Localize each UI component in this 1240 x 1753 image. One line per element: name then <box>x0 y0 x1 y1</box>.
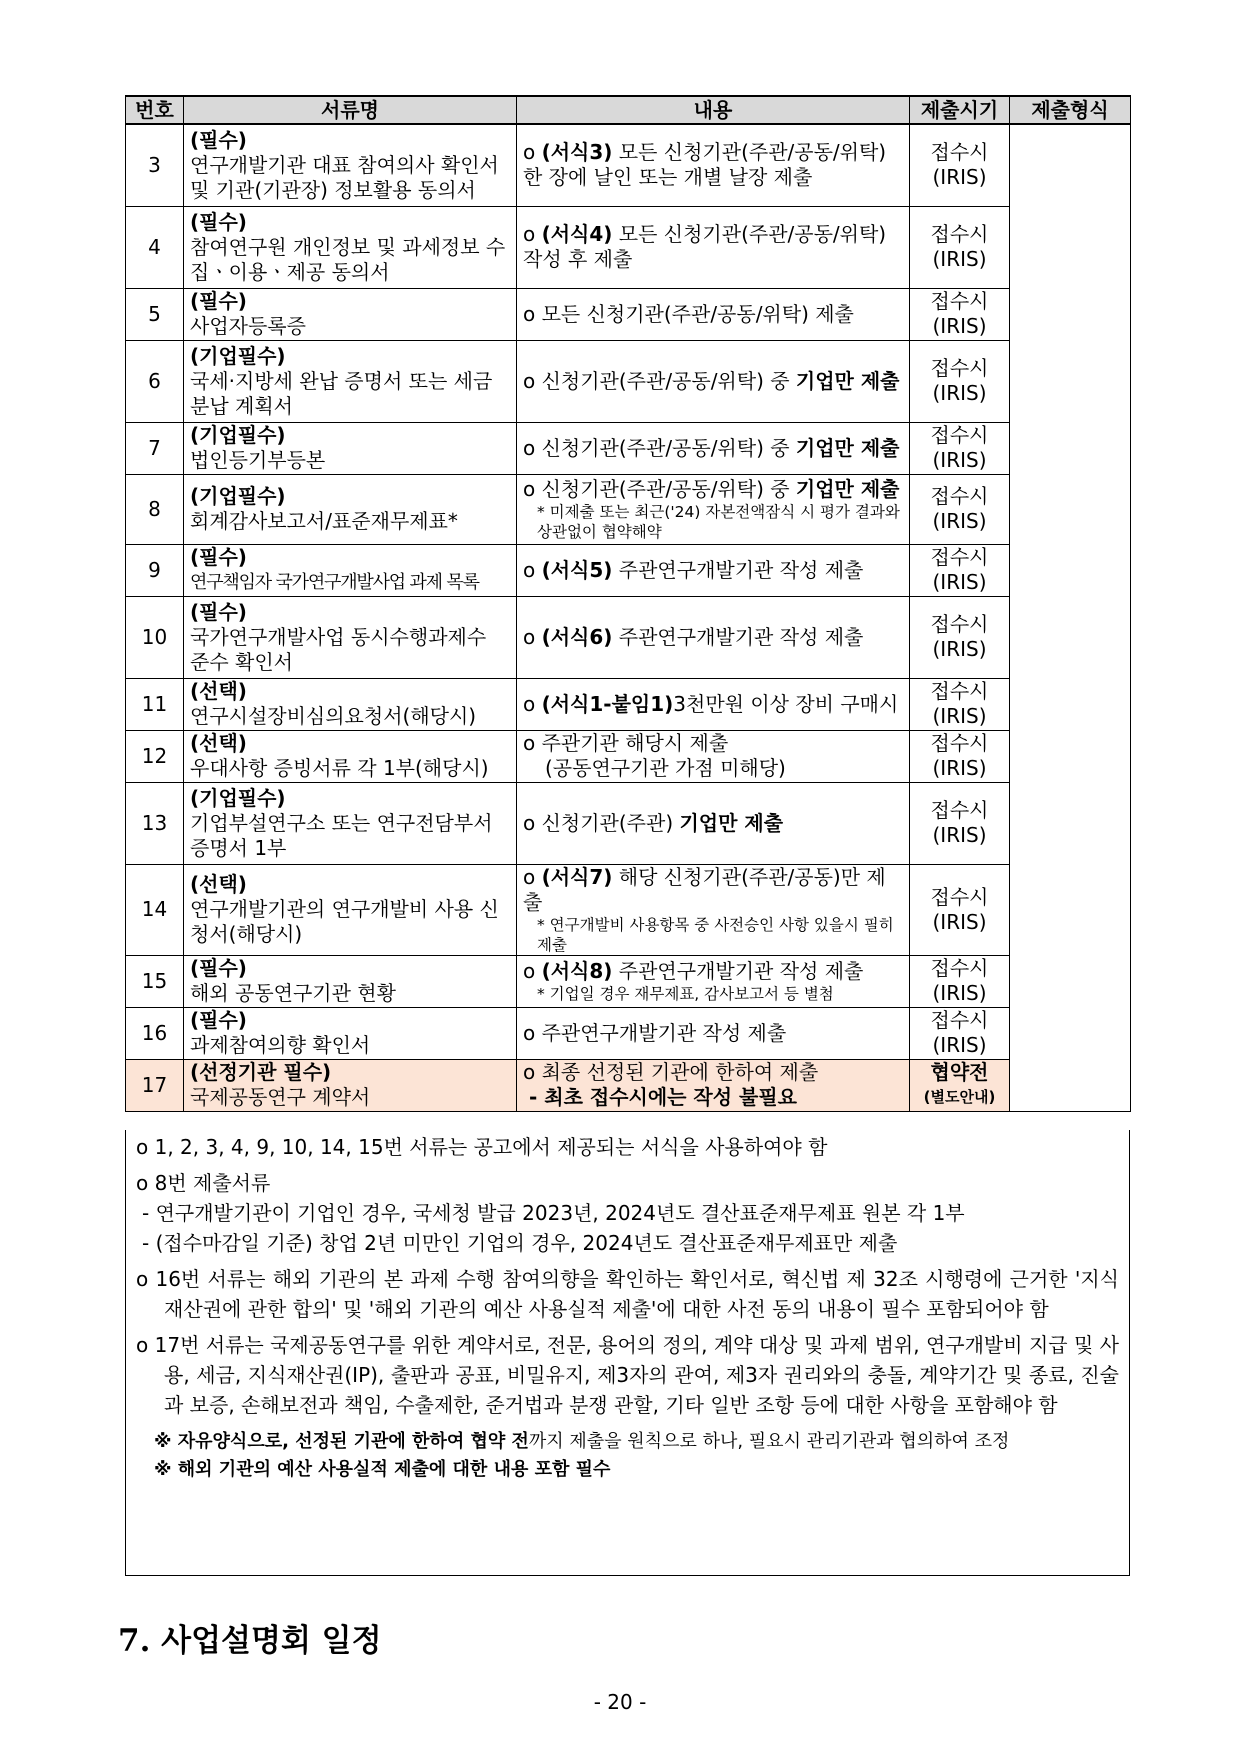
document-title: 우대사항 증빙서류 각 1부(해당시) <box>190 756 489 780</box>
document-title: 연구시설장비심의요청서(해당시) <box>190 704 477 728</box>
table-row <box>126 596 1131 678</box>
submission-time: 접수시 <box>930 612 989 636</box>
content-text: 주관연구개발기관 작성 제출 <box>612 958 864 983</box>
row-number: 17 <box>126 1059 184 1111</box>
form-reference: (서식5) <box>541 557 613 582</box>
submission-time: 접수시 <box>930 956 989 980</box>
content-text: 주관연구개발기관 작성 제출 <box>541 1020 787 1045</box>
content-line: o 신청기관(주관/공동/위탁) 중 기업만 제출 <box>523 368 900 393</box>
document-category: (기업필수) <box>190 785 286 810</box>
document-category: (선택) <box>190 872 247 896</box>
note-2b: - (접수마감일 기준) 창업 2년 미만인 기업의 경우, 2024년도 결산표준재무제표만 제출 <box>142 1231 898 1255</box>
document-category: (기업필수) <box>190 423 286 447</box>
table-row <box>126 340 1131 422</box>
content-line: o (서식1-붙임1)3천만원 이상 장비 구매시 <box>523 691 899 716</box>
submission-time: 접수시 <box>930 731 989 755</box>
document-name-cell <box>184 206 517 288</box>
table-header-row <box>126 96 1131 124</box>
content-line: o 신청기관(주관/공동/위탁) 중 기업만 제출 <box>523 435 900 460</box>
row-number: 7 <box>126 422 184 474</box>
submission-channel: (IRIS) <box>932 165 987 190</box>
content-line: o 주관기관 해당시 제출 <box>523 731 729 755</box>
content-text: 모든 신청기관(주관/공동/위탁) 작성 후 제출 <box>523 222 887 271</box>
required-documents-table <box>125 95 1131 1112</box>
form-reference: (서식4) <box>541 222 613 246</box>
content-cell <box>517 782 910 864</box>
header-time: 제출시기 <box>910 96 1010 124</box>
submission-time-cell <box>910 596 1010 678</box>
page-number: - 20 - <box>593 1690 647 1714</box>
row-number: 13 <box>126 782 184 864</box>
submission-time: 접수시 <box>930 484 989 508</box>
submission-channel: (별도안내) <box>923 1088 996 1106</box>
section-title: 7. 사업설명회 일정 <box>118 1623 382 1659</box>
submission-time-cell <box>910 288 1010 340</box>
submission-time-cell <box>910 544 1010 596</box>
header-content: 내용 <box>517 96 910 124</box>
document-category: (선택) <box>190 679 247 703</box>
content-text: 모든 신청기관(주관/공동/위탁) 제출 <box>541 301 854 326</box>
document-name-cell <box>184 1059 517 1111</box>
table-row <box>126 474 1131 544</box>
table-row <box>126 864 1131 955</box>
document-title: 국가연구개발사업 동시수행과제수 준수 확인서 <box>190 624 487 674</box>
submission-form-cell <box>1010 124 1131 1111</box>
document-category: (필수) <box>190 545 247 569</box>
submission-channel: (IRIS) <box>932 823 987 847</box>
form-reference: (서식7) <box>541 864 613 889</box>
note-2: o 8번 제출서류 <box>136 1171 271 1195</box>
content-dash: - 최초 접수시에는 작성 불필요 <box>529 1085 797 1109</box>
notes-box <box>125 1130 1130 1576</box>
submission-time: 접수시 <box>930 140 989 165</box>
reference-note-2 <box>136 1456 1119 1484</box>
row-number: 5 <box>126 288 184 340</box>
document-title: 참여연구원 개인정보 및 과세정보 수집ㆍ이용ㆍ제공 동의서 <box>190 234 506 284</box>
document-category: (선정기관 필수) <box>190 1060 332 1084</box>
submission-channel: (IRIS) <box>932 704 987 728</box>
content-line: o (서식6) 주관연구개발기관 작성 제출 <box>523 624 864 649</box>
document-title: 연구개발기관 대표 참여의사 확인서 및 기관(기관장) 정보활용 동의서 <box>190 152 499 202</box>
content-text: 신청기관(주관/공동/위탁) 중 <box>541 368 796 393</box>
content-cell <box>517 1007 910 1059</box>
document-name-cell <box>184 864 517 955</box>
content-note: * 기업일 경우 재무제표, 감사보고서 등 별첨 <box>537 984 834 1003</box>
submission-channel: (IRIS) <box>932 981 987 1005</box>
content-cell <box>517 288 910 340</box>
document-name-cell <box>184 782 517 864</box>
document-name-cell <box>184 596 517 678</box>
submission-time-cell <box>910 1007 1010 1059</box>
table-row <box>126 544 1131 596</box>
note-4: o 17번 서류는 국제공동연구를 위한 계약서로, 전문, 용어의 정의, 계약 대상 및 과제 범위, 연구개발비 지급 및 사용, 세금, 지식재산권(IP), 출판과 공표, 비밀유지, 제3자의 관여, 제3자 권리와의 충돌, 계약기간 및 종료, 진술과 보증, 손해보전과 책임, 수출제한, 준거법과 분쟁 관할, 기타 일반 조항 등에 대한 사항을 포함해야 함 <box>136 1333 1119 1417</box>
row-number: 3 <box>126 124 184 206</box>
submission-channel: (IRIS) <box>932 570 987 594</box>
submission-time: 접수시 <box>930 1008 989 1032</box>
submission-time-cell <box>910 1059 1010 1111</box>
content-emphasis: 기업만 제출 <box>795 476 900 501</box>
content-text: 최종 선정된 기관에 한하여 제출 <box>541 1060 819 1084</box>
submission-time: 접수시 <box>930 884 989 909</box>
submission-time-cell <box>910 206 1010 288</box>
content-text: 모든 신청기관(주관/공동/위탁) 한 장에 날인 또는 개별 날장 제출 <box>523 140 887 190</box>
submission-time-cell <box>910 678 1010 730</box>
document-title: 국제공동연구 계약서 <box>190 1085 371 1109</box>
submission-time-cell <box>910 730 1010 782</box>
content-line: o (서식4) 모든 신청기관(주관/공동/위탁) 작성 후 제출 <box>523 222 887 271</box>
row-number: 8 <box>126 474 184 544</box>
reference-note-2-bold: ※ 해외 기관의 예산 사용실적 제출에 대한 내용 포함 필수 <box>154 1459 611 1480</box>
submission-time-cell <box>910 864 1010 955</box>
content-cell <box>517 955 910 1007</box>
submission-time-cell <box>910 955 1010 1007</box>
submission-time: 접수시 <box>930 289 989 313</box>
submission-channel: (IRIS) <box>932 247 987 271</box>
document-name-cell <box>184 474 517 544</box>
header-form: 제출형식 <box>1010 96 1131 124</box>
content-text: 주관기관 해당시 제출 <box>541 731 729 755</box>
submission-channel: (IRIS) <box>932 381 987 405</box>
document-category: (기업필수) <box>190 343 286 368</box>
document-category: (필수) <box>190 599 247 624</box>
content-cell <box>517 678 910 730</box>
note-2a: - 연구개발기관이 기업인 경우, 국세청 발급 2023년, 2024년도 결산표준재무제표 원본 각 1부 <box>142 1201 965 1225</box>
row-number: 14 <box>126 864 184 955</box>
content-cell <box>517 730 910 782</box>
row-number: 15 <box>126 955 184 1007</box>
document-title: 기업부설연구소 또는 연구전담부서 증명서 1부 <box>190 810 493 860</box>
submission-channel: (IRIS) <box>932 448 987 472</box>
submission-channel: (IRIS) <box>932 909 987 934</box>
content-line: o 최종 선정된 기관에 한하여 제출 <box>523 1060 819 1084</box>
content-cell <box>517 864 910 955</box>
document-name-cell <box>184 730 517 782</box>
row-number: 6 <box>126 340 184 422</box>
header-name: 서류명 <box>184 96 517 124</box>
content-cell <box>517 340 910 422</box>
document-name-cell <box>184 422 517 474</box>
content-emphasis: 기업만 제출 <box>679 810 784 835</box>
document-title: 법인등기부등본 <box>190 448 326 472</box>
content-cell <box>517 206 910 288</box>
note-3: o 16번 서류는 해외 기관의 본 과제 수행 참여의향을 확인하는 확인서로, 혁신법 제 32조 시행령에 근거한 '지식재산권에 관한 합의' 및 '해외 기관의 예산 사용실적 제출'에 대한 사전 동의 내용이 필수 포함되어야 함 <box>136 1267 1119 1321</box>
form-reference: (서식8) <box>541 958 613 983</box>
submission-channel: (IRIS) <box>932 1033 987 1057</box>
document-title: 연구개발기관의 연구개발비 사용 신청서(해당시) <box>190 897 499 946</box>
submission-channel: (IRIS) <box>932 509 987 533</box>
form-reference: (서식1-붙임1) <box>541 691 674 716</box>
submission-time-cell <box>910 124 1010 206</box>
submission-channel: (IRIS) <box>932 637 987 661</box>
submission-time-cell <box>910 340 1010 422</box>
content-cell <box>517 474 910 544</box>
document-name-cell <box>184 955 517 1007</box>
document-title: 연구책임자 국가연구개발사업 과제 목록 <box>190 572 479 593</box>
document-category: (필수) <box>190 209 247 234</box>
document-category: (기업필수) <box>190 484 286 508</box>
submission-time: 접수시 <box>930 798 989 822</box>
submission-time: 접수시 <box>930 679 989 703</box>
table-row <box>126 422 1131 474</box>
document-category: (선택) <box>190 731 247 755</box>
table-row <box>126 955 1131 1007</box>
table-row <box>126 206 1131 288</box>
content-cell <box>517 544 910 596</box>
row-number: 11 <box>126 678 184 730</box>
submission-time: 접수시 <box>930 222 989 246</box>
submission-time: 협약전 <box>930 1060 989 1084</box>
table-row <box>126 1007 1131 1059</box>
document-name-cell <box>184 544 517 596</box>
content-cell <box>517 1059 910 1111</box>
document-category: (필수) <box>190 127 247 152</box>
reference-note-1-rest: 까지 제출을 원칙으로 하나, 필요시 관리기관과 협의하여 조정 <box>528 1431 1010 1452</box>
content-line: o 신청기관(주관/공동/위탁) 중 기업만 제출 <box>523 476 900 501</box>
form-reference: (서식3) <box>541 140 613 165</box>
header-no: 번호 <box>126 96 184 124</box>
content-line: o (서식5) 주관연구개발기관 작성 제출 <box>523 557 864 582</box>
table-row <box>126 1059 1131 1111</box>
document-title: 해외 공동연구기관 현황 <box>190 981 396 1005</box>
content-text: 해당 신청기관(주관/공동)만 제출 <box>523 864 886 914</box>
content-text: 주관연구개발기관 작성 제출 <box>612 624 864 649</box>
submission-channel: (IRIS) <box>932 314 987 338</box>
row-number: 10 <box>126 596 184 678</box>
content-cell <box>517 422 910 474</box>
content-line: o 모든 신청기관(주관/공동/위탁) 제출 <box>523 301 854 326</box>
content-cell <box>517 124 910 206</box>
content-line: o (서식7) 해당 신청기관(주관/공동)만 제출 <box>523 864 886 914</box>
document-category: (필수) <box>190 1008 247 1032</box>
document-category: (필수) <box>190 956 247 980</box>
submission-time-cell <box>910 782 1010 864</box>
content-emphasis: 기업만 제출 <box>795 368 900 393</box>
document-name-cell <box>184 1007 517 1059</box>
reference-note-1-bold: ※ 자유양식으로, 선정된 기관에 한하여 협약 전 <box>154 1431 529 1452</box>
document-name-cell <box>184 678 517 730</box>
submission-channel: (IRIS) <box>932 756 987 780</box>
submission-time: 접수시 <box>930 545 989 569</box>
content-note: * 연구개발비 사용항목 중 사전승인 사항 있을시 필히 제출 <box>537 915 894 954</box>
document-name-cell <box>184 124 517 206</box>
content-text: 신청기관(주관/공동/위탁) 중 <box>541 476 796 501</box>
document-name-cell <box>184 340 517 422</box>
submission-time-cell <box>910 474 1010 544</box>
table-row <box>126 124 1131 206</box>
content-line: o 신청기관(주관) 기업만 제출 <box>523 810 784 835</box>
content-note: * 미제출 또는 최근('24) 자본전액잠식 시 평가 결과와 상관없이 협약해약 <box>537 502 900 541</box>
content-line: o (서식8) 주관연구개발기관 작성 제출 <box>523 958 864 983</box>
row-number: 12 <box>126 730 184 782</box>
note-1: o 1, 2, 3, 4, 9, 10, 14, 15번 서류는 공고에서 제공되는 서식을 사용하여야 함 <box>136 1135 828 1159</box>
submission-time-cell <box>910 422 1010 474</box>
reference-note-1 <box>136 1428 1119 1456</box>
document-title: 과제참여의향 확인서 <box>190 1033 371 1057</box>
table-row <box>126 782 1131 864</box>
content-sub: (공동연구기관 가점 미해당) <box>545 756 786 780</box>
content-line: o (서식3) 모든 신청기관(주관/공동/위탁) 한 장에 날인 또는 개별 날장 제출 <box>523 140 887 190</box>
content-cell <box>517 596 910 678</box>
table-row <box>126 730 1131 782</box>
submission-time: 접수시 <box>930 423 989 447</box>
document-title: 회계감사보고서/표준재무제표* <box>190 509 458 533</box>
document-category: (필수) <box>190 289 247 313</box>
document-name-cell <box>184 288 517 340</box>
submission-time: 접수시 <box>930 356 989 380</box>
table-row <box>126 678 1131 730</box>
content-text: 신청기관(주관) <box>541 810 680 835</box>
content-line: o 주관연구개발기관 작성 제출 <box>523 1020 787 1045</box>
content-emphasis: 기업만 제출 <box>795 435 900 460</box>
content-text: 신청기관(주관/공동/위탁) 중 <box>541 435 796 460</box>
document-title: 사업자등록증 <box>190 314 306 338</box>
row-number: 9 <box>126 544 184 596</box>
row-number: 4 <box>126 206 184 288</box>
content-text: 주관연구개발기관 작성 제출 <box>612 557 864 582</box>
table-row <box>126 288 1131 340</box>
form-reference: (서식6) <box>541 624 613 649</box>
document-title: 국세·지방세 완납 증명서 또는 세금분납 계획서 <box>190 368 493 418</box>
content-text: 3천만원 이상 장비 구매시 <box>673 691 899 716</box>
row-number: 16 <box>126 1007 184 1059</box>
